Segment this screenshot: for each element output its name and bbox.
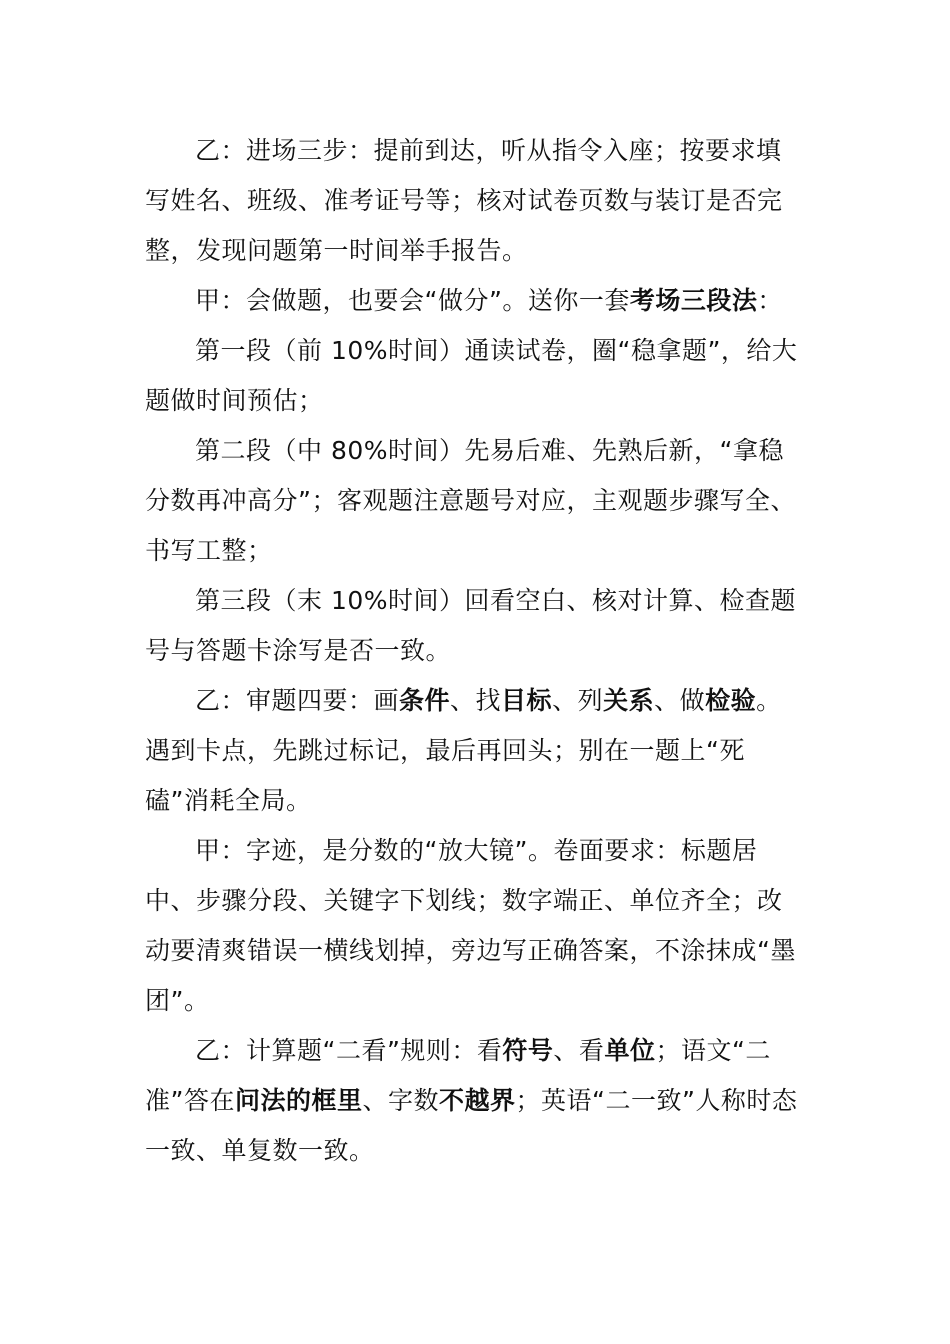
bold-text: 检验	[705, 686, 757, 715]
text-run: 第一段（前 10%时间）通读试卷，圈“稳拿题”，给大题做时间预估；	[145, 336, 798, 415]
text-run: ：	[757, 286, 783, 315]
bold-text: 目标	[501, 686, 553, 715]
paragraph-8	[145, 1026, 805, 1176]
bold-text: 关系	[603, 686, 655, 715]
text-run: 、找	[450, 686, 502, 715]
paragraph-2	[145, 276, 805, 326]
bold-text: 不越界	[438, 1086, 516, 1115]
bold-text: 考场三段法	[629, 286, 758, 315]
bold-text: 单位	[604, 1036, 656, 1065]
paragraph-5	[145, 576, 805, 676]
text-run: 乙：进场三步：提前到达，听从指令入座；按要求填写姓名、班级、准考证号等；核对试卷页数与装订是否完整，发现问题第一时间举手报告。	[145, 136, 783, 265]
paragraph-4	[145, 426, 805, 576]
bold-text: 条件	[399, 686, 451, 715]
text-run: 、做	[654, 686, 706, 715]
text-run: 乙：计算题“二看”规则：看	[195, 1036, 503, 1065]
paragraph-7	[145, 826, 805, 1026]
text-run: 、列	[552, 686, 604, 715]
text-run: 乙：审题四要：画	[195, 686, 400, 715]
paragraph-3	[145, 326, 805, 426]
text-run: 甲：会做题，也要会“做分”。送你一套	[195, 286, 630, 315]
text-run: 第二段（中 80%时间）先易后难、先熟后新，“拿稳分数再冲高分”；客观题注意题号对应，主观题步骤写全、书写工整；	[145, 436, 796, 565]
text-run: ；英语“二一致”人称时态一致、单复数一致。	[145, 1086, 798, 1165]
bold-text: 问法的框里	[234, 1086, 363, 1115]
text-run: 甲：字迹，是分数的“放大镜”。卷面要求：标题居中、步骤分段、关键字下划线；数字端正、单位齐全；改动要清爽错误一横线划掉，旁边写正确答案，不涂抹成“墨团”。	[145, 836, 796, 1015]
bold-text: 符号	[502, 1036, 554, 1065]
text-run: 第三段（末 10%时间）回看空白、核对计算、检查题号与答题卡涂写是否一致。	[145, 586, 797, 665]
text-run: 、字数	[362, 1086, 439, 1115]
text-run: 。遇到卡点，先跳过标记，最后再回头；别在一题上“死磕”消耗全局。	[145, 686, 782, 815]
document-body	[145, 126, 805, 1176]
text-run: ；语文“二准”答在	[145, 1036, 771, 1115]
paragraph-1	[145, 126, 805, 276]
paragraph-6	[145, 676, 805, 826]
text-run: 、看	[553, 1036, 605, 1065]
